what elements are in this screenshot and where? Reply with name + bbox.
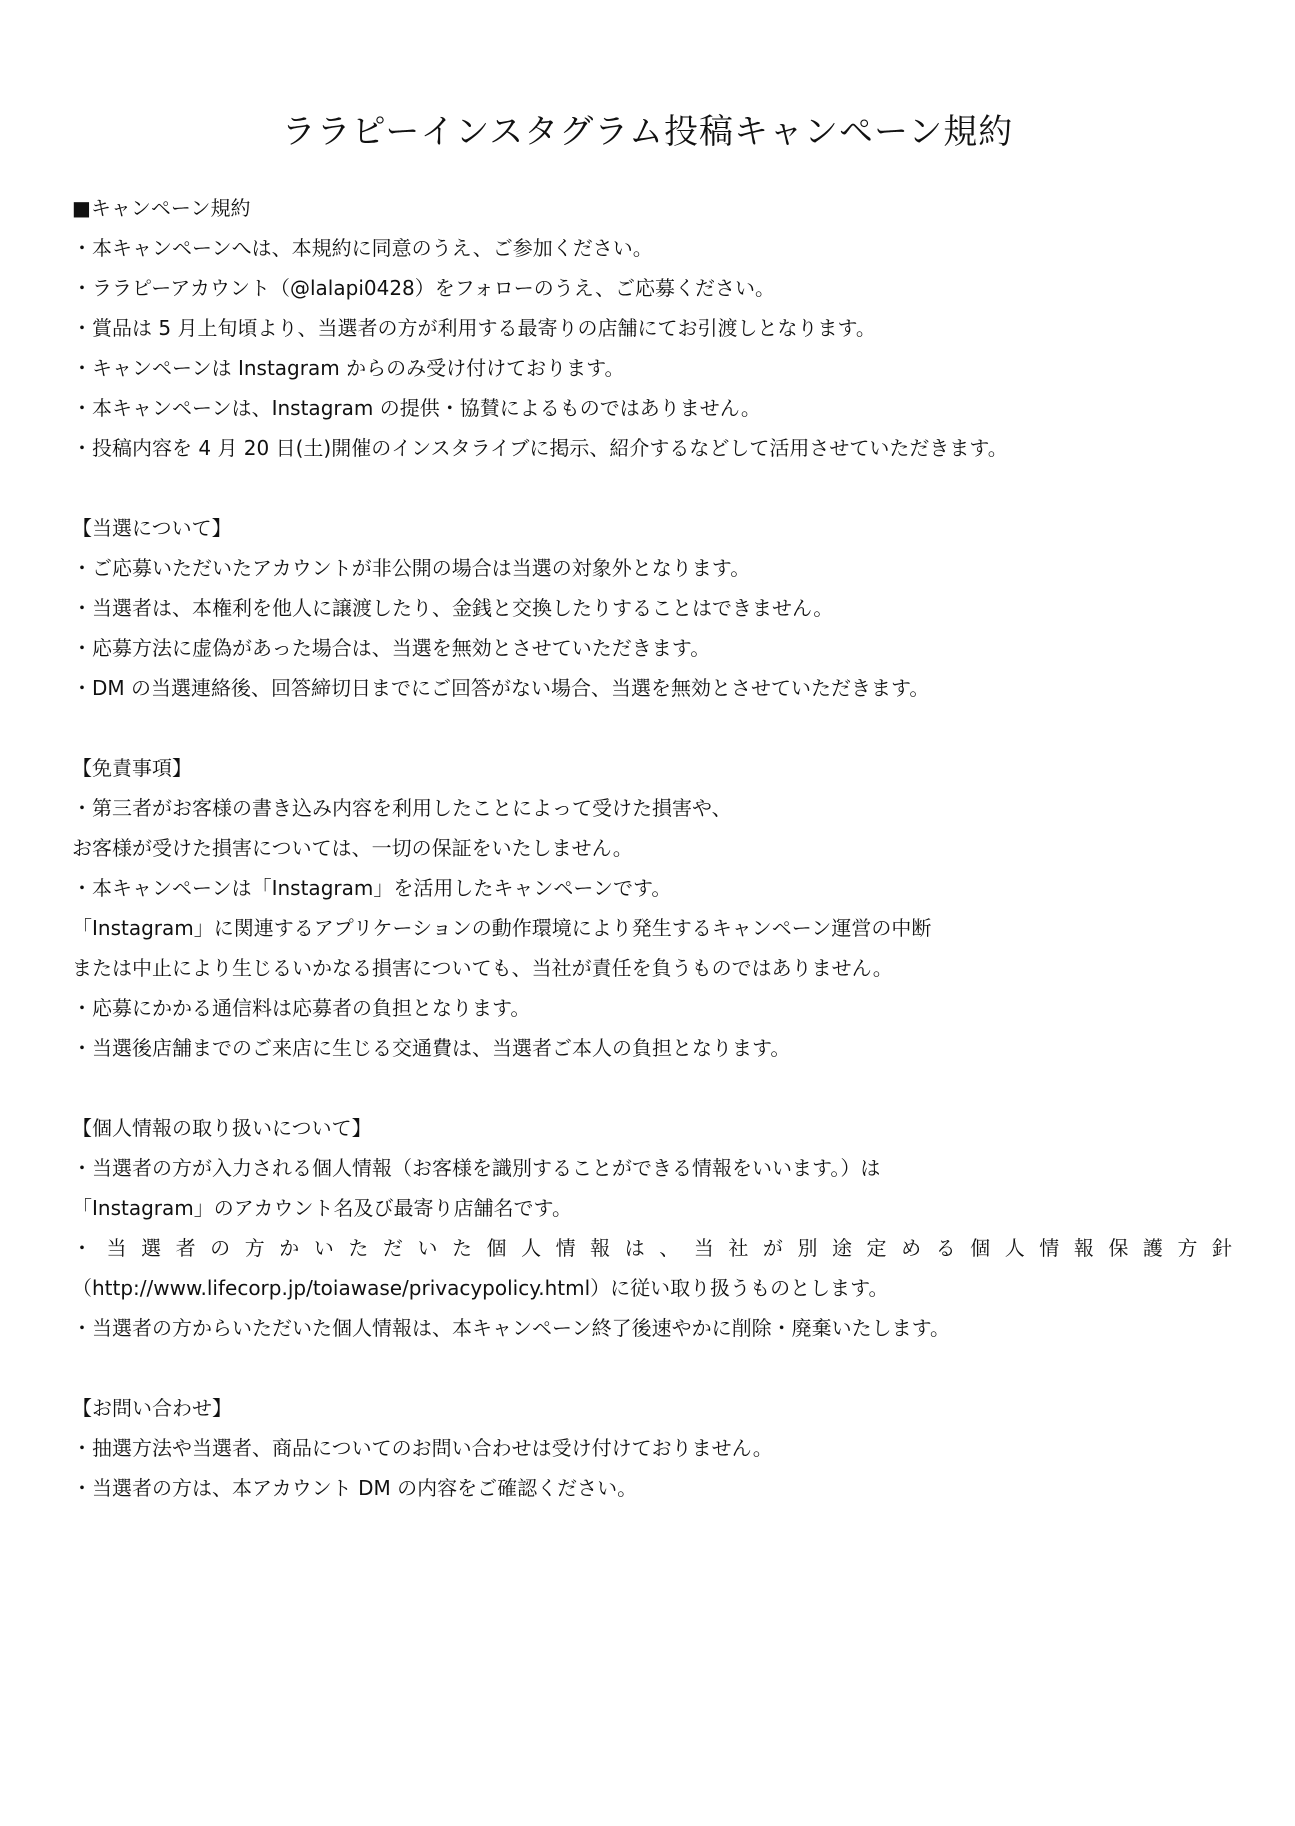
section-campaign-rules [72,188,1232,468]
rule-line: お客様が受けた損害については、一切の保証をいたしません。 [72,836,633,860]
rule-line: ・当選者は、本権利を他人に譲渡したり、金銭と交換したりすることはできません。 [72,596,834,620]
rule-line: ・当選者の方からいただいた個人情報は、本キャンペーン終了後速やかに削除・廃棄いたします。 [72,1316,950,1340]
rule-line: ・応募方法に虚偽があった場合は、当選を無効とさせていただきます。 [72,636,711,660]
rule-line: または中止により生じるいかなる損害についても、当社が責任を負うものではありません。 [72,956,893,980]
rule-line: 「Instagram」のアカウント名及び最寄り店舗名です。 [72,1196,572,1220]
section-heading: ■キャンペーン規約 [72,196,251,220]
rule-line: ・当選後店舗までのご来店に生じる交通費は、当選者ご本人の負担となります。 [72,1036,791,1060]
rule-line: ・当選者の方が入力される個人情報（お客様を識別することができる情報をいいます。）は [72,1156,881,1180]
rule-line: ・キャンペーンは Instagram からのみ受け付けております。 [72,356,625,380]
section-winners [72,508,1232,708]
section-personal-info [72,1108,1232,1348]
section-disclaimer [72,748,1232,1068]
rule-line: ・当選者の方は、本アカウント DM の内容をご確認ください。 [72,1476,638,1500]
privacy-policy-line: （http://www.lifecorp.jp/toiawase/privacypolicy.html）に従い取り扱うものとします。 [72,1276,889,1300]
rule-line: ・投稿内容を 4 月 20 日(土)開催のインスタライブに掲示、紹介するなどして活用させていただきます。 [72,436,1008,460]
rule-line: ・抽選方法や当選者、商品についてのお問い合わせは受け付けておりません。 [72,1436,773,1460]
section-heading: 【個人情報の取り扱いについて】 [72,1116,372,1140]
rule-line: ・DM の当選連絡後、回答締切日までにご回答がない場合、当選を無効とさせていただきます。 [72,676,930,700]
section-contact [72,1388,1232,1508]
section-heading: 【お問い合わせ】 [72,1396,232,1420]
rule-line: ・ 当 選 者 の 方 か い た だ い た 個 人 情 報 は 、 当 社 が 別 途 定 め る 個 人 情 報 保 護 方 針 [72,1236,1232,1260]
section-heading: 【当選について】 [72,516,232,540]
rule-line: ・本キャンペーンは「Instagram」を活用したキャンペーンです。 [72,876,672,900]
rule-line: ・本キャンペーンは、Instagram の提供・協賛によるものではありません。 [72,396,761,420]
rule-line: ・ララピーアカウント（@lalapi0428）をフォローのうえ、ご応募ください。 [72,276,775,300]
rule-line: ・賞品は 5 月上旬頃より、当選者の方が利用する最寄りの店舗にてお引渡しとなります。 [72,316,876,340]
document-body [72,188,1232,1548]
section-heading: 【免責事項】 [72,756,192,780]
rule-line: 「Instagram」に関連するアプリケーションの動作環境により発生するキャンペーン運営の中断 [72,916,932,940]
rule-line: ・応募にかかる通信料は応募者の負担となります。 [72,996,531,1020]
rule-line: ・ご応募いただいたアカウントが非公開の場合は当選の対象外となります。 [72,556,751,580]
rule-line: ・第三者がお客様の書き込み内容を利用したことによって受けた損害や、 [72,796,732,820]
document-title: ララピーインスタグラム投稿キャンペーン規約 [281,112,1014,152]
rule-line: ・本キャンペーンへは、本規約に同意のうえ、ご参加ください。 [72,236,653,260]
